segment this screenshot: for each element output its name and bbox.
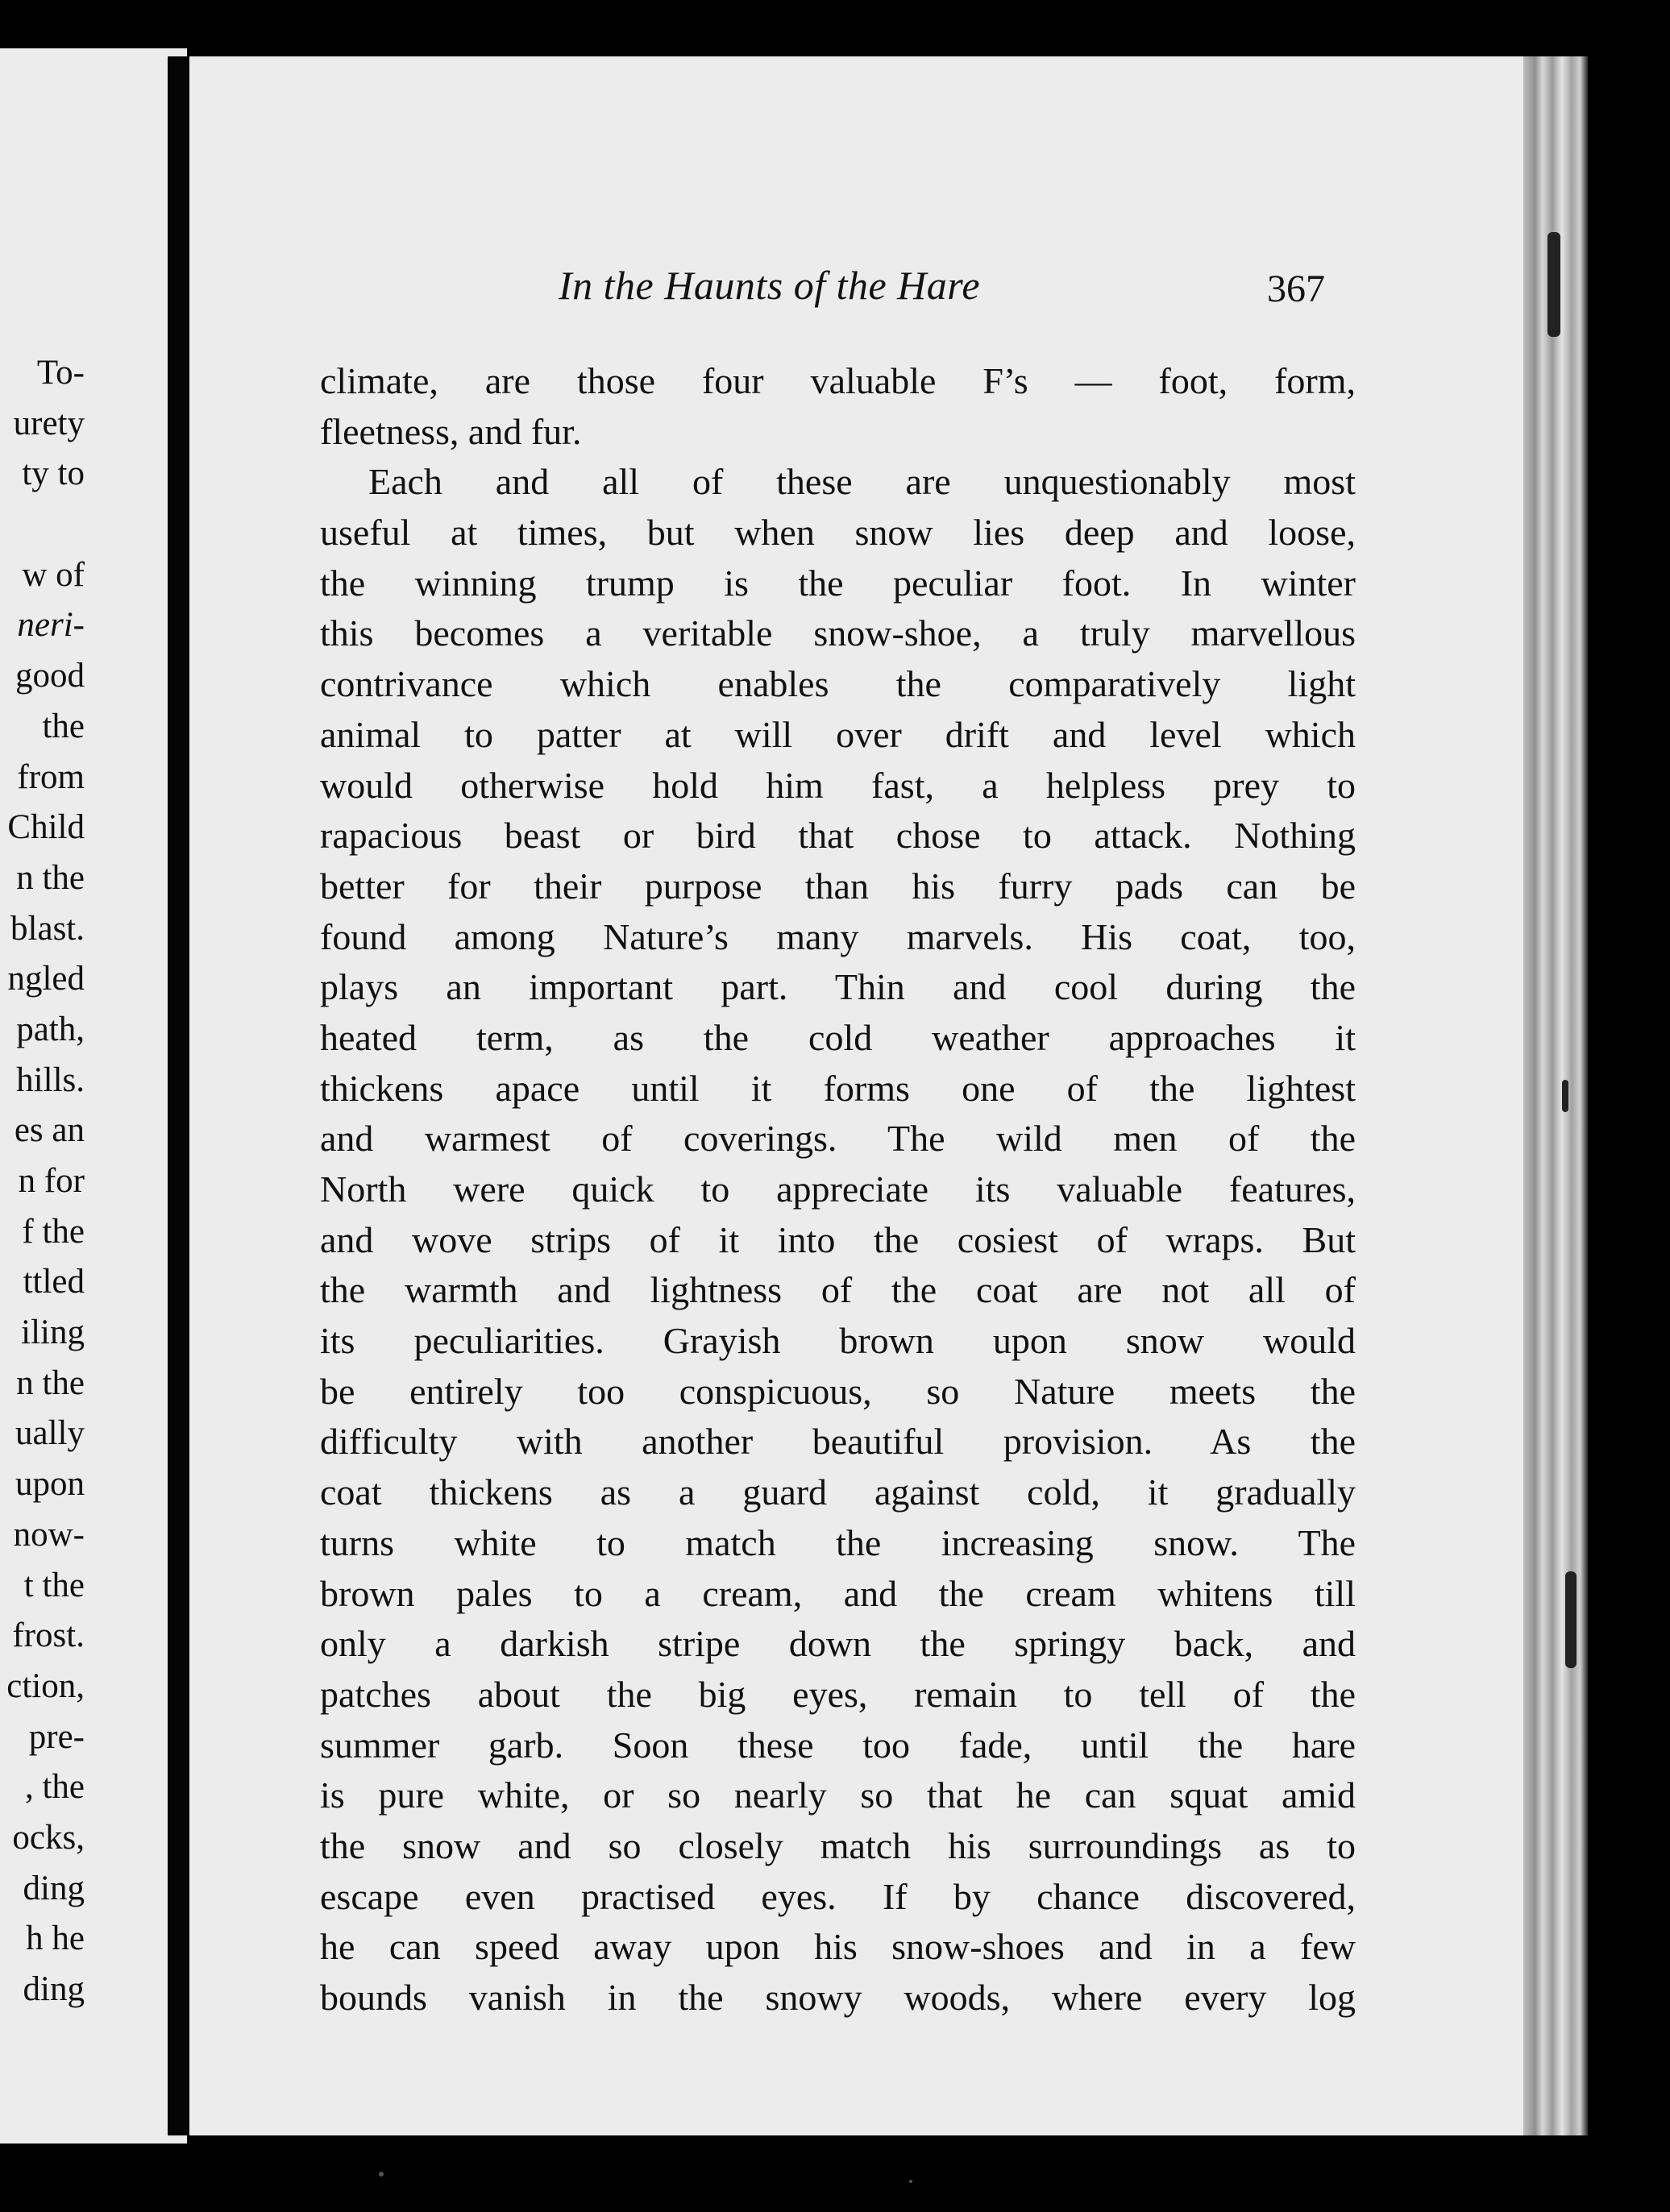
left-fragment: frost. bbox=[12, 1616, 85, 1655]
left-fragment: f the bbox=[22, 1212, 85, 1251]
text-line: climate, are those four valuable F’s — foot, form, bbox=[320, 360, 1356, 401]
text-line: contrivance which enables the comparatively light bbox=[320, 663, 1356, 705]
text-line: brown pales to a cream, and the cream whitens till bbox=[320, 1572, 1356, 1614]
left-fragment: iling bbox=[21, 1314, 85, 1352]
running-head bbox=[189, 262, 1531, 318]
left-fragment: path, bbox=[16, 1010, 85, 1048]
text-line: North were quick to appreciate its valuable features, bbox=[320, 1168, 1356, 1210]
scan-speck bbox=[909, 2180, 912, 2183]
left-fragment: n the bbox=[16, 858, 85, 897]
text-line: the warmth and lightness of the coat are not all of bbox=[320, 1269, 1356, 1311]
text-line: animal to patter at will over drift and level which bbox=[320, 713, 1356, 755]
left-fragment: neri- bbox=[17, 606, 85, 645]
left-fragment: ction, bbox=[6, 1666, 85, 1705]
left-fragment: ttled bbox=[23, 1263, 85, 1301]
left-fragment: ty to bbox=[22, 454, 85, 493]
left-fragment: urety bbox=[13, 404, 85, 442]
right-page bbox=[189, 56, 1531, 2135]
left-fragment: t the bbox=[23, 1566, 85, 1604]
text-line: summer garb. Soon these too fade, until the hare bbox=[320, 1724, 1356, 1766]
left-fragment: ually bbox=[15, 1414, 85, 1453]
text-line: Each and all of these are unquestionably most bbox=[368, 461, 1356, 503]
text-line: the snow and so closely match his surroundings as to bbox=[320, 1824, 1356, 1866]
text-line: better for their purpose than his furry pads can be bbox=[320, 865, 1356, 907]
text-line: rapacious beast or bird that chose to attack. Nothing bbox=[320, 815, 1356, 857]
left-fragment: ngled bbox=[7, 960, 85, 998]
edge-smudge bbox=[1562, 1080, 1568, 1112]
text-line: found among Nature’s many marvels. His coat, too, bbox=[320, 915, 1356, 957]
left-fragment: h he bbox=[26, 1919, 85, 1958]
page-edge-block bbox=[1523, 56, 1588, 2135]
left-fragment: n the bbox=[16, 1363, 85, 1402]
left-fragment: es an bbox=[14, 1111, 85, 1150]
left-fragment: , the bbox=[24, 1768, 85, 1807]
left-fragment: n for bbox=[18, 1162, 85, 1200]
text-line: this becomes a veritable snow-shoe, a truly marvellous bbox=[320, 612, 1356, 654]
left-fragment: To- bbox=[36, 354, 85, 392]
text-line: thickens apace until it forms one of the lightest bbox=[320, 1067, 1356, 1109]
running-head-title: In the Haunts of the Hare bbox=[559, 263, 981, 308]
text-line: escape even practised eyes. If by chance discovered, bbox=[320, 1875, 1356, 1917]
text-line: and wove strips of it into the cosiest of wraps. But bbox=[320, 1218, 1356, 1260]
text-line: difficulty with another beautiful provision. As the bbox=[320, 1421, 1356, 1463]
text-line: is pure white, or so nearly so that he can squat amid bbox=[320, 1774, 1356, 1816]
left-fragment: upon bbox=[15, 1465, 85, 1504]
left-fragment bbox=[0, 500, 85, 550]
text-line: useful at times, but when snow lies deep and loose, bbox=[320, 512, 1356, 554]
left-page-text-fragments bbox=[0, 348, 85, 2015]
text-line: he can speed away upon his snow-shoes and in a few bbox=[320, 1926, 1356, 1968]
page-gutter bbox=[168, 56, 192, 2135]
page-number: 367 bbox=[1267, 268, 1325, 310]
text-line: coat thickens as a guard against cold, it gradually bbox=[320, 1471, 1356, 1513]
scan-speck bbox=[379, 2172, 384, 2177]
text-line: bounds vanish in the snowy woods, where every log bbox=[320, 1977, 1356, 2018]
text-line: turns white to match the increasing snow. The bbox=[320, 1521, 1356, 1563]
text-line: would otherwise hold him fast, a helpless prey to bbox=[320, 764, 1356, 806]
left-facing-page bbox=[0, 48, 187, 2144]
text-line: be entirely too conspicuous, so Nature meets the bbox=[320, 1370, 1356, 1412]
left-fragment: blast. bbox=[10, 909, 85, 948]
text-line: and warmest of coverings. The wild men of the bbox=[320, 1118, 1356, 1160]
text-line: only a darkish stripe down the springy back, and bbox=[320, 1623, 1356, 1665]
left-fragment: Child bbox=[7, 808, 85, 847]
left-fragment: now- bbox=[13, 1515, 85, 1554]
edge-smudge bbox=[1547, 232, 1560, 337]
text-line: plays an important part. Thin and cool during the bbox=[320, 966, 1356, 1008]
left-fragment: good bbox=[15, 657, 85, 695]
left-fragment: hills. bbox=[16, 1060, 85, 1099]
text-line: the winning trump is the peculiar foot. In winter bbox=[320, 562, 1356, 604]
text-line: fleetness, and fur. bbox=[320, 410, 582, 452]
left-fragment: ocks, bbox=[12, 1818, 85, 1857]
left-fragment: the bbox=[42, 707, 85, 745]
left-fragment: pre- bbox=[28, 1717, 85, 1756]
left-fragment: ding bbox=[23, 1869, 85, 1907]
edge-smudge bbox=[1565, 1571, 1577, 1668]
text-line: patches about the big eyes, remain to tell of the bbox=[320, 1673, 1356, 1715]
left-fragment: ding bbox=[23, 1970, 85, 2008]
body-text bbox=[320, 356, 1356, 2023]
left-fragment: w of bbox=[22, 555, 85, 594]
text-line: its peculiarities. Grayish brown upon snow would bbox=[320, 1320, 1356, 1362]
text-line: heated term, as the cold weather approaches it bbox=[320, 1016, 1356, 1058]
left-fragment: from bbox=[17, 757, 85, 796]
